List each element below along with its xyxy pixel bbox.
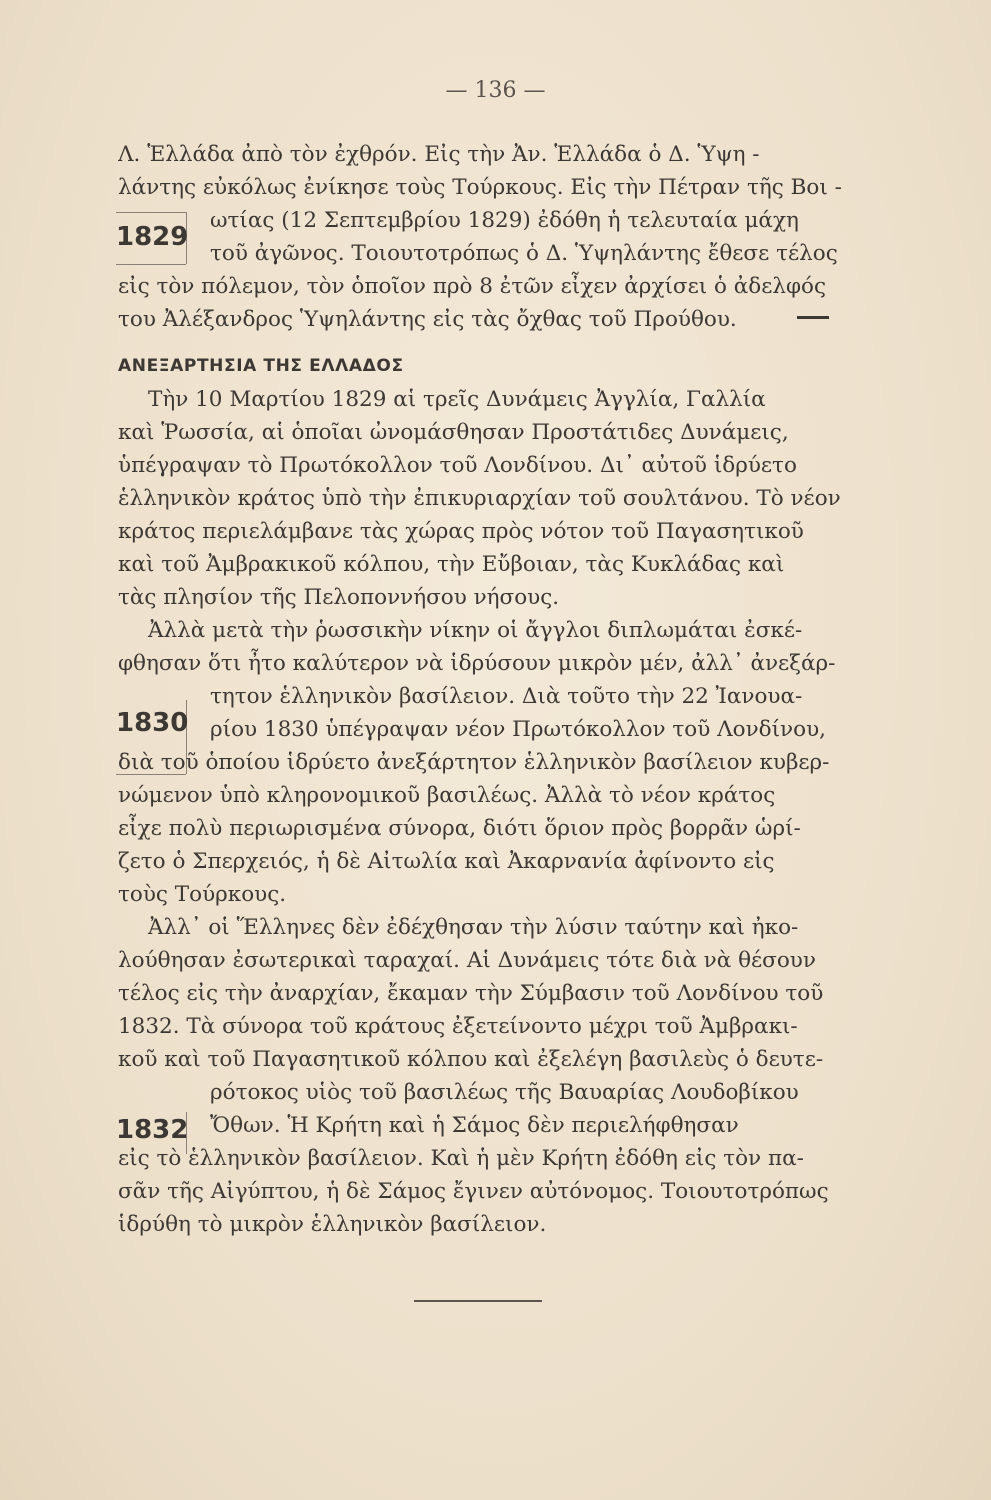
paragraph-3: [118, 614, 848, 911]
text-line: τητον ἑλληνικὸν βασίλειον. Διὰ τοῦτο τὴν 22 Ἰανουα-: [210, 684, 803, 709]
paragraph-2: [118, 383, 848, 614]
text-line: κοῦ καὶ τοῦ Παγασητικοῦ κόλπου καὶ ἐξελέγη βασιλεὺς ὁ δευτε-: [118, 1047, 824, 1072]
text-line: διὰ τοῦ ὁποίου ἱδρύετο ἀνεξάρτητον ἑλληνικὸν βασίλειον κυβερ-: [118, 750, 830, 775]
text-line: Ἀλλὰ μετὰ τὴν ῥωσσικὴν νίκην οἱ ἄγγλοι διπλωμάται ἐσκέ-: [148, 618, 803, 643]
text-line: τοὺς Τούρκους.: [118, 882, 287, 907]
margin-year-1829: 1829: [116, 222, 189, 252]
page-body: [118, 138, 848, 1241]
text-line: τέλος εἰς τὴν ἀναρχίαν, ἔκαμαν τὴν Σύμβασιν τοῦ Λονδίνου τοῦ: [118, 981, 824, 1006]
text-line: ρότοκος υἱὸς τοῦ βασιλέως τῆς Βαυαρίας Λουδοβίκου: [210, 1080, 799, 1105]
text-line: ἱδρύθη τὸ μικρὸν ἑλληνικὸν βασίλειον.: [118, 1212, 547, 1237]
text-line: ζετο ὁ Σπερχειός, ἡ δὲ Αἰτωλία καὶ Ἀκαρνανία ἀφίνοντο εἰς: [118, 849, 775, 874]
text-line: εἰς τὸ ἑλληνικὸν βασίλειον. Καὶ ἡ μὲν Κρήτη ἐδόθη εἰς τὸν πα-: [118, 1146, 804, 1171]
text-line: εἰς τὸν πόλεμον, τὸν ὁποῖον πρὸ 8 ἐτῶν εἶχεν ἀρχίσει ὁ ἀδελφός: [118, 274, 827, 299]
text-line: καὶ τοῦ Ἀμβρακικοῦ κόλπου, τὴν Εὔβοιαν, τὰς Κυκλάδας καὶ: [118, 552, 785, 577]
text-line: Τὴν 10 Μαρτίου 1829 αἱ τρεῖς Δυνάμεις Ἀγγλία, Γαλλία: [148, 387, 766, 412]
text-line: Λ. Ἑλλάδα ἀπὸ τὸν ἐχθρόν. Εἰς τὴν Ἀν. Ἑλλάδα ὁ Δ. Ὑψη -: [118, 142, 760, 167]
text-line: 1832. Τὰ σύνορα τοῦ κράτους ἐξετείνοντο μέχρι τοῦ Ἀμβρακι-: [118, 1014, 798, 1039]
text-line: ρίου 1830 ὑπέγραψαν νέον Πρωτόκολλον τοῦ Λονδίνου,: [210, 717, 826, 742]
text-line: του Ἀλέξανδρος Ὑψηλάντης εἰς τὰς ὄχθας τοῦ Προύθου.: [118, 307, 737, 332]
text-line: Ἀλλ᾽ οἱ Ἕλληνες δὲν ἐδέχθησαν τὴν λύσιν ταύτην καὶ ἠκο-: [148, 915, 799, 940]
margin-year-1830: 1830: [116, 708, 189, 738]
end-rule: [414, 1300, 542, 1302]
text-line: λάντης εὐκόλως ἐνίκησε τοὺς Τούρκους. Εἰς τὴν Πέτραν τῆς Βοι -: [118, 175, 842, 200]
page-number: — 136 —: [445, 78, 546, 103]
text-line: φθησαν ὅτι ἦτο καλύτερον νὰ ἱδρύσουν μικρὸν μέν, ἀλλ᾽ ἀνεξάρ-: [118, 651, 836, 676]
text-line: σᾶν τῆς Αἰγύπτου, ἡ δὲ Σάμος ἔγινεν αὐτόνομος. Τοιουτοτρόπως: [118, 1179, 829, 1204]
text-line: λούθησαν ἐσωτερικαὶ ταραχαί. Αἱ Δυνάμεις τότε διὰ νὰ θέσουν: [118, 948, 816, 973]
text-line: ὑπέγραψαν τὸ Πρωτόκολλον τοῦ Λονδίνου. Δι᾽ αὐτοῦ ἱδρύετο: [118, 453, 797, 478]
text-line: εἶχε πολὺ περιωρισμένα σύνορα, διότι ὅριον πρὸς βορρᾶν ὡρί-: [118, 816, 801, 841]
text-line: ἑλληνικὸν κράτος ὑπὸ τὴν ἐπικυριαρχίαν τοῦ σουλτάνου. Τὸ νέον: [118, 486, 841, 511]
paragraph-1: [118, 138, 848, 336]
text-line: ωτίας (12 Σεπτεμβρίου 1829) ἐδόθη ἡ τελευταία μάχη: [210, 208, 799, 233]
text-line: Ὄθων. Ἡ Κρήτη καὶ ἡ Σάμος δὲν περιελήφθησαν: [210, 1113, 739, 1138]
text-line: νώμενον ὑπὸ κληρονομικοῦ βασιλέως. Ἀλλὰ τὸ νέον κράτος: [118, 783, 776, 808]
paragraph-4: [118, 911, 848, 1241]
text-line: τοῦ ἀγῶνος. Τοιουτοτρόπως ὁ Δ. Ὑψηλάντης ἔθεσε τέλος: [210, 241, 838, 266]
margin-year-1832: 1832: [116, 1115, 189, 1145]
text-line: κράτος περιελάμβανε τὰς χώρας πρὸς νότον τοῦ Παγασητικοῦ: [118, 519, 804, 544]
text-line: καὶ Ῥωσσία, αἱ ὁποῖαι ὠνομάσθησαν Προστάτιδες Δυνάμεις,: [118, 420, 789, 445]
text-line: τὰς πλησίον τῆς Πελοποννήσου νήσους.: [118, 585, 560, 610]
section-heading: ΑΝΕΞΑΡΤΗΣΙΑ ΤΗΣ ΕΛΛΑΔΟΣ: [118, 356, 404, 376]
